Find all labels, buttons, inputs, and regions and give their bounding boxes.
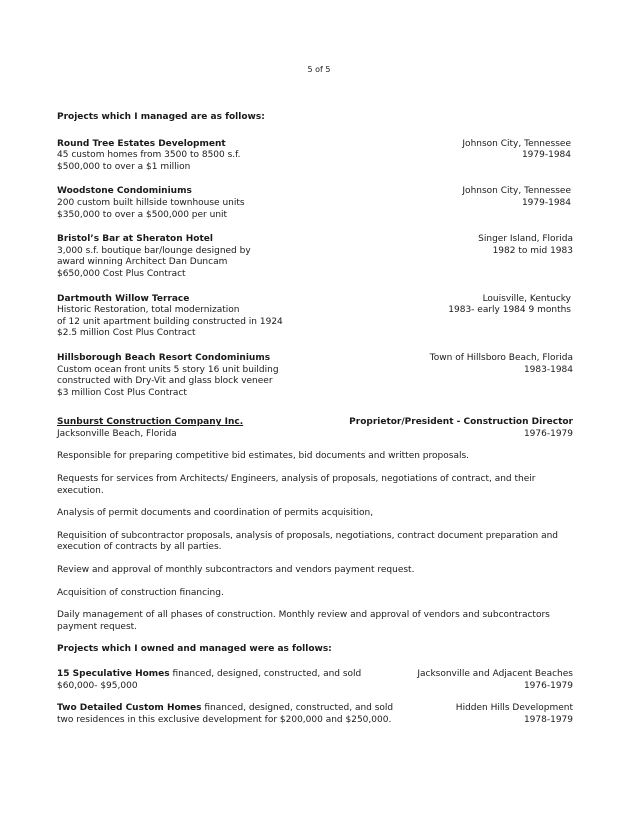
project-dates: 1979-1984	[521, 150, 571, 161]
owned-project	[57, 669, 573, 692]
project-location: Louisville, Kentucky	[482, 293, 571, 304]
company-location: Jacksonville Beach, Florida	[57, 428, 177, 439]
project-value: $350,000 to over a $500,000 per unit	[57, 209, 228, 220]
project-dates: 1982 to mid 1983	[492, 245, 573, 256]
project-name: Woodstone Condominiums	[57, 186, 192, 197]
project-description: financed, designed, constructed, and sold	[169, 669, 362, 679]
duty-paragraph: Review and approval of monthly subcontractors and vendors payment request.	[57, 565, 415, 576]
company-name: Sunburst Construction Company Inc.	[57, 417, 244, 428]
project-location: Johnson City, Tennessee	[462, 186, 571, 197]
project-dates: 1983- early 1984 9 months	[448, 305, 571, 316]
project-description: 3,000 s.f. boutique bar/lounge designed by	[57, 245, 251, 256]
project-dates: 1983-1984	[523, 364, 573, 375]
page-number: 5 of 5	[307, 65, 331, 74]
project-dates: 1979-1984	[521, 197, 571, 208]
project-value: $2.5 million Cost Plus Contract	[57, 328, 196, 339]
project-location: Jacksonville and Adjacent Beaches	[417, 669, 573, 679]
project-value: $60,000- $95,000	[57, 680, 138, 691]
project-detail: of 12 unit apartment building constructed in 1924	[57, 316, 283, 327]
project-description: 45 custom homes from 3500 to 8500 s.f.	[57, 150, 241, 161]
project-dates: 1978-1979	[523, 714, 573, 725]
duty-paragraph: Analysis of permit documents and coordination of permits acquisition,	[57, 508, 374, 519]
duty-paragraph: Daily management of all phases of construction. Monthly review and approval of vendors and subcontractors payment request.	[57, 610, 550, 632]
project-name: Hillsborough Beach Resort Condominiums	[57, 352, 271, 363]
job-title: Proprietor/President - Construction Director	[349, 417, 573, 428]
duty-paragraph: Acquisition of construction financing.	[57, 587, 224, 598]
project-location: Johnson City, Tennessee	[462, 138, 571, 149]
project-architect: award winning Architect Dan Duncam	[57, 257, 228, 268]
duty-paragraph: Requisition of subcontractor proposals, analysis of proposals, negotiations, contract document preparation and execution of contracts by all parties.	[57, 530, 559, 553]
project-location: Town of Hillsboro Beach, Florida	[429, 352, 573, 363]
company-dates: 1976-1979	[523, 428, 573, 439]
project-value: $650,000 Cost Plus Contract	[57, 268, 186, 279]
company-section	[57, 417, 573, 440]
project-value: $3 million Cost Plus Contract	[57, 387, 187, 398]
managed-project	[57, 234, 573, 280]
managed-projects-heading: Projects which I managed are as follows:	[57, 112, 265, 122]
project-value: $500,000 to over a $1 million	[57, 161, 191, 172]
resume-content	[57, 112, 573, 726]
duty-paragraph: Responsible for preparing competitive bid estimates, bid documents and written proposals.	[57, 451, 470, 462]
duty-paragraph: Requests for services from Architects/ Engineers, analysis of proposals, negotiations of contract, and their execution.	[57, 474, 536, 496]
project-name: 15 Speculative Homes	[57, 669, 170, 679]
project-dates: 1976-1979	[523, 680, 573, 691]
project-name: Two Detailed Custom Homes	[57, 703, 202, 714]
managed-project	[57, 186, 573, 221]
project-description: Custom ocean front units 5 story 16 unit building	[57, 364, 279, 375]
managed-project	[57, 294, 573, 340]
project-name: Dartmouth Willow Terrace	[57, 293, 190, 304]
project-location: Singer Island, Florida	[478, 234, 573, 245]
project-value: two residences in this exclusive development for $200,000 and $250,000.	[57, 714, 392, 725]
project-name: Bristol’s Bar at Sheraton Hotel	[57, 234, 213, 245]
owned-project	[57, 703, 573, 726]
managed-project	[57, 139, 573, 174]
managed-project	[57, 353, 573, 399]
project-description: financed, designed, constructed, and sold	[201, 703, 394, 714]
project-name: Round Tree Estates Development	[57, 138, 226, 149]
project-description: 200 custom built hillside townhouse units	[57, 197, 245, 208]
project-detail: constructed with Dry-Vit and glass block veneer	[57, 376, 273, 387]
owned-projects-heading: Projects which I owned and managed were as follows:	[57, 644, 332, 655]
project-location: Hidden Hills Development	[455, 703, 573, 714]
project-description: Historic Restoration, total modernization	[57, 305, 240, 316]
